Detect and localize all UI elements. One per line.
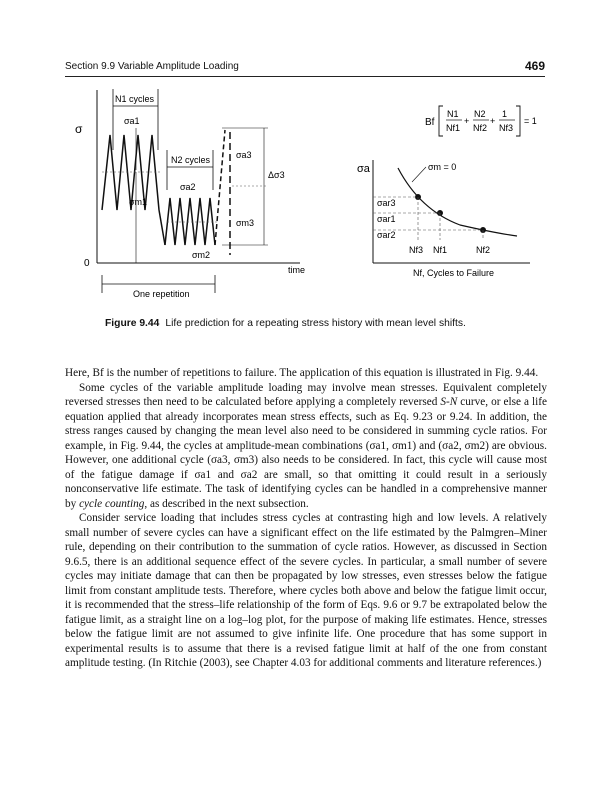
paragraph-3: Consider service loading that includes stress cycles at contrasting high and low levels. A relatively small number of severe cycles can have a significant effect on the life estimated by the Palmgren–Miner rule, depending on their contribution to the summation of cycle ratios. However, as discussed in Section 9.6.5, there is an additional sequence effect of the severe cycles. In particular, a small number of severe cycles may initiate damage that can then be propagated by low stresses, even stresses below the fatigue limit from constant amplitude tests. Therefore, where cycles both above and below the fatigue limit occur, it is recommended that the stress–life relationship of the form of Eqs. 9.6 or 9.7 be extrapolated below the fatigue limit, as a straight line on a log–log plot, for the purpose of making life estimates. Hence, stresses below the fatigue limit are not assumed to give infinite life. One procedure that has some support in experimental results is to assume that there is a revised fatigue limit at half of the one from constant amplitude testing. (In Ritchie (2003), see Chapter 4.03 for additional comments and literature references.) (65, 512, 547, 669)
curve-leader (412, 167, 426, 182)
n1-cycles-label: N1 cycles (115, 94, 155, 104)
right-x-axis-label: Nf, Cycles to Failure (413, 268, 495, 278)
transition-line (159, 210, 165, 245)
rising-dashed-line (215, 130, 225, 245)
eq-n1: N1 (447, 109, 459, 119)
figure-caption-text: Life prediction for a repeating stress history with mean level shifts. (165, 318, 466, 329)
stress-history-plot (75, 89, 305, 299)
n2-cycles-label: N2 cycles (171, 155, 211, 165)
sigma-a3-label: σa3 (236, 150, 252, 160)
left-y-axis-label: σ (75, 122, 83, 136)
eq-right-bracket (516, 106, 520, 136)
sigma-m3-label: σm3 (236, 218, 255, 228)
sigma-a1-label: σa1 (124, 116, 140, 126)
sigma-ar1-label: σar1 (377, 214, 396, 224)
paragraph-2-part-c: , as described in the next subsection. (144, 497, 309, 510)
paragraph-2 (65, 381, 547, 512)
paragraph-1: Here, Bf is the number of repetitions to failure. The application of this equation is illustrated in Fig. 9.44. (65, 367, 539, 379)
paragraph-2-part-a: Some cycles of the variable amplitude loading may involve mean stresses. Equivalent completely reversed stresses then need to be calculated before applying a completely reversed (65, 381, 547, 408)
figure-9-44 (0, 0, 613, 300)
nf1-label: Nf1 (433, 245, 448, 255)
block2-waveform (165, 198, 215, 245)
eq-bf: Bf (425, 117, 435, 128)
sigma-ar2-label: σar2 (377, 230, 396, 240)
eq-equals-one: = 1 (524, 116, 537, 126)
sigma-m1-label: σm1 (129, 197, 148, 207)
one-repetition-label: One repetition (133, 289, 190, 299)
sigma-a2-label: σa2 (180, 182, 196, 192)
sigma-ar3-label: σar3 (377, 198, 396, 208)
cycle-counting-term: cycle counting (79, 497, 145, 510)
eq-nf2: Nf2 (473, 123, 488, 133)
sn-curve-plot (357, 160, 530, 278)
delta-sigma3-label: Δσ3 (268, 170, 285, 180)
eq-nf1: Nf1 (446, 123, 461, 133)
nf3-label: Nf3 (409, 245, 424, 255)
sigma-m2-label: σm2 (192, 250, 211, 260)
eq-one: 1 (502, 109, 508, 119)
sn-term: S-N (440, 396, 458, 408)
page-number: 469 (524, 59, 545, 73)
palmgren-miner-equation (425, 106, 537, 136)
paragraph-2-part-b: curve, or else a life equation applied that already incorporates mean stress effects, such as Eq. 9.23 or 9.24. In addition, the stress ranges caused by changing the mean level also need to be considered in summing cycle ratios. For example, in Fig. 9.44, the cycles at amplitude-mean combinations (σa1, σm1) and (σa2, σm2) are obvious. However, one additional cycle (σa3, σm3) also needs to be considered. In fact, this cycle will cause most of the fatigue damage if σa1 and σa2 are small, so that omitting it could result in a seriously nonconservative life estimate. The task of identifying cycles can be handled in a comprehensive manner by (65, 396, 547, 510)
right-y-axis-label: σa (357, 163, 370, 175)
figure-caption (105, 318, 545, 329)
eq-plus1: + (464, 116, 470, 126)
figure-caption-label: Figure 9.44 (105, 318, 160, 329)
eq-nf3: Nf3 (499, 123, 514, 133)
eq-left-bracket (439, 106, 443, 136)
section-title: Section 9.9 Variable Amplitude Loading (65, 61, 239, 72)
eq-n2: N2 (474, 109, 486, 119)
zero-label: 0 (84, 258, 90, 269)
body-text (65, 366, 547, 671)
nf2-label: Nf2 (476, 245, 491, 255)
eq-plus2: + (490, 116, 496, 126)
curve-label: σm = 0 (428, 162, 457, 172)
time-label: time (288, 265, 306, 275)
